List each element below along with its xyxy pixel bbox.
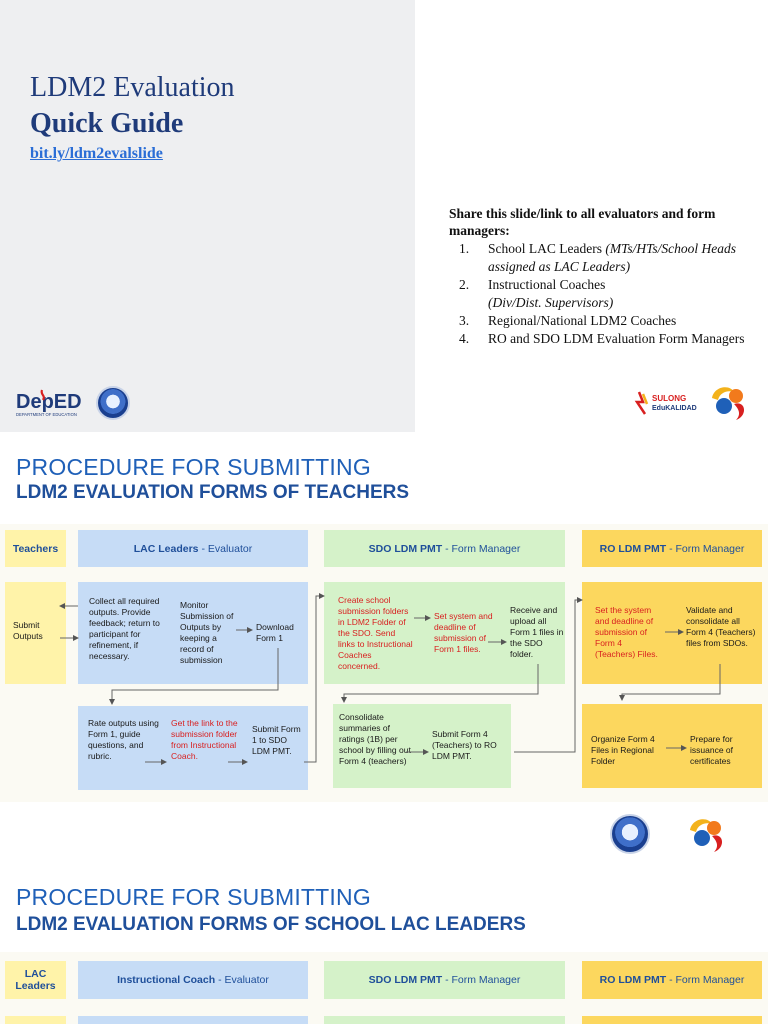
deped-seal-icon	[610, 814, 650, 854]
slide-lac-leaders-procedure	[0, 864, 768, 1024]
step-submit-outputs: Submit Outputs	[13, 620, 43, 641]
list-item: 3. Regional/National LDM2 Coaches	[459, 313, 677, 328]
sulong-edukalidad-logo	[633, 388, 699, 418]
deped-seal-icon	[96, 386, 130, 420]
step-validate-consolidate: Validate and consolidate all Form 4 (Teachers) files from SDOs.	[686, 605, 756, 648]
slide-teachers-procedure	[0, 432, 768, 864]
step-create-folders: Create school submission folders in LDM2 Folder of the SDO. Send links to Instructional Coaches concerned.	[338, 595, 413, 671]
edukalidad-text: EduKALIDAD	[652, 405, 697, 412]
step-submit-form1: Submit Form 1 to SDO LDM PMT.	[252, 724, 301, 756]
title-line-1: LDM2 Evaluation	[30, 72, 235, 103]
step-monitor-submission: Monitor Submission of Outputs by keeping a record of submission	[180, 600, 234, 665]
step-set-system-sdo: Set system and deadline of submission of Form 1 files.	[434, 611, 493, 654]
list-item: 1. School LAC Leaders (MTs/HTs/School Heads assigned as LAC Leaders)	[459, 241, 737, 274]
procedure-title-line-2: LDM2 EVALUATION FORMS OF SCHOOL LAC LEADERS	[16, 914, 526, 935]
procedure-title-line-1: PROCEDURE FOR SUBMITTING	[16, 884, 371, 910]
deped-emblem-icon	[686, 814, 730, 854]
lac-lane-box	[5, 1016, 66, 1024]
step-collect-outputs: Collect all required outputs. Provide feedback; return to participant for refinement, if necessary.	[89, 596, 160, 661]
share-heading: Share this slide/link to all evaluators and form managers:	[449, 206, 716, 238]
deped-subtitle: DEPARTMENT OF EDUCATION	[16, 412, 77, 417]
lane-header-ro: RO LDM PMT - Form Manager	[582, 961, 762, 999]
step-consolidate-summaries: Consolidate summaries of ratings (1B) per school by filling out Form 4 (teachers)	[339, 712, 411, 766]
step-set-system-ro: Set the system and deadline of submission of Form 4 (Teachers) Files.	[595, 605, 658, 659]
slide-link[interactable]: bit.ly/ldm2evalslide	[30, 145, 163, 162]
step-get-link: Get the link to the submission folder from Instructional Coach.	[171, 718, 238, 761]
step-download-form1: Download Form 1	[256, 622, 294, 643]
deped-emblem-icon	[708, 382, 752, 422]
step-prepare-certificates: Prepare for issuance of certificates	[690, 734, 733, 766]
lane-header-sdo: SDO LDM PMT - Form Manager	[324, 961, 565, 999]
sulong-text: SULONG	[652, 394, 687, 403]
step-receive-upload: Receive and upload all Form 1 files in the SDO folder.	[510, 605, 564, 659]
step-submit-form4: Submit Form 4 (Teachers) to RO LDM PMT.	[432, 729, 497, 761]
lane-header-lac-leaders: LAC Leaders	[5, 961, 66, 999]
sdo-row1-box	[324, 1016, 565, 1024]
slide-quick-guide	[0, 0, 768, 432]
step-rate-outputs: Rate outputs using Form 1, guide questions, and rubric.	[88, 718, 159, 761]
title-line-2: Quick Guide	[30, 108, 184, 139]
lane-header-lac-leaders: LAC Leaders - Evaluator	[78, 530, 308, 567]
step-organize-form4: Organize Form 4 Files in Regional Folder	[591, 734, 655, 766]
list-item: 2. Instructional Coaches (Div/Dist. Supervisors)	[459, 277, 614, 310]
lane-header-ro: RO LDM PMT - Form Manager	[582, 530, 762, 567]
list-item: 4. RO and SDO LDM Evaluation Form Managers	[459, 331, 745, 346]
recipient-list	[459, 240, 749, 348]
procedure-title-line-1: PROCEDURE FOR SUBMITTING	[16, 454, 371, 480]
deped-logo	[16, 386, 86, 418]
lane-header-instructional-coach: Instructional Coach - Evaluator	[78, 961, 308, 999]
ro-row1-box	[582, 1016, 762, 1024]
procedure-title-line-2: LDM2 EVALUATION FORMS OF TEACHERS	[16, 482, 410, 503]
deped-wordmark: DepED	[16, 391, 82, 413]
lane-header-teachers: Teachers	[5, 530, 66, 567]
lane-header-sdo: SDO LDM PMT - Form Manager	[324, 530, 565, 567]
title-panel	[0, 0, 415, 432]
flow-arrows	[0, 432, 768, 864]
ic-row1-box	[78, 1016, 308, 1024]
